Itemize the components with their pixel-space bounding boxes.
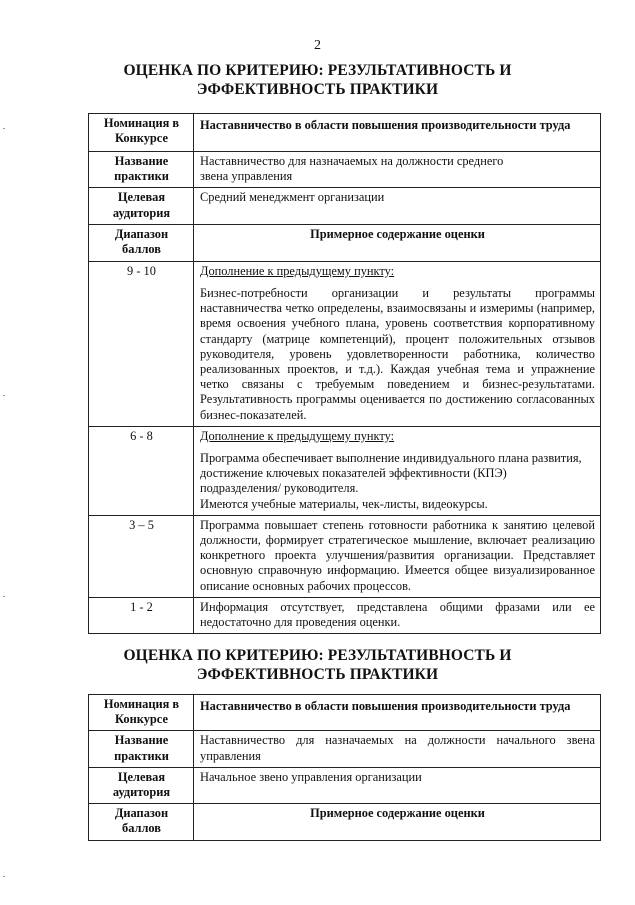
score-description bbox=[194, 426, 601, 515]
description-line4: Имеются учебные материалы, чек-листы, видеокурсы. bbox=[200, 496, 488, 511]
score-description: Программа повышает степень готовности работника к занятию целевой должности, формирует стратегическое мышление, включает реализацию конкретного проекта улучшения/развития организации. Представляет основную справочную информацию. Имеется общее визуализированное описание основных рабочих процессов. bbox=[194, 515, 601, 597]
practice-name-line1: Наставничество для назначаемых на должности среднего bbox=[200, 154, 504, 168]
target-audience-row bbox=[89, 188, 601, 224]
description-text: Бизнес-потребности организации и результаты программы наставничества четко определены, взаимосвязаны и измеримы (например, время освоения учебного плана, уровень соответствия корпоративному стандарту (матрице компетенций), процент положительных отзывов руководителя, уровень удовлетворенности работника, количество реализованных проектов, и т.д.). Каждая учебная тема и упражнение четко связаны с требуемым поведением и бизнес-результатами. Результативность программы оценивается по достижению согласованных бизнес-показателей. bbox=[200, 286, 595, 422]
target-audience-row bbox=[89, 767, 601, 803]
section2-criteria-table bbox=[88, 694, 601, 841]
score-description bbox=[194, 261, 601, 426]
practice-name-label: Название практики bbox=[89, 731, 194, 767]
practice-name-value bbox=[194, 152, 601, 188]
score-range-header-row bbox=[89, 224, 601, 261]
content-header: Примерное содержание оценки bbox=[194, 804, 601, 841]
practice-name-row bbox=[89, 152, 601, 188]
score-range-label: Диапазон баллов bbox=[89, 804, 194, 841]
score-range: 6 - 8 bbox=[89, 426, 194, 515]
score-range: 1 - 2 bbox=[89, 597, 194, 633]
target-audience-value: Средний менеджмент организации bbox=[194, 188, 601, 224]
addendum-label: Дополнение к предыдущему пункту: bbox=[200, 263, 395, 278]
score-row-3-5 bbox=[89, 515, 601, 597]
practice-name-line2: звена управления bbox=[200, 169, 293, 184]
score-range: 9 - 10 bbox=[89, 261, 194, 426]
score-description: Информация отсутствует, представлена общими фразами или ее недостаточно для проведения оценки. bbox=[194, 597, 601, 633]
score-range-header-row bbox=[89, 804, 601, 841]
section1-title-line1: ОЦЕНКА ПО КРИТЕРИЮ: РЕЗУЛЬТАТИВНОСТЬ И bbox=[123, 62, 512, 79]
target-audience-value: Начальное звено управления организации bbox=[194, 767, 601, 803]
content-header: Примерное содержание оценки bbox=[194, 224, 601, 261]
scan-mark bbox=[3, 876, 5, 877]
target-audience-label: Целевая аудитория bbox=[89, 188, 194, 224]
practice-name-value: Наставничество для назначаемых на должности начального звена управления bbox=[194, 731, 601, 767]
nomination-row bbox=[89, 695, 601, 731]
scan-mark bbox=[3, 128, 5, 129]
section1-criteria-table bbox=[88, 113, 601, 634]
score-row-1-2 bbox=[89, 597, 601, 633]
addendum-label: Дополнение к предыдущему пункту: bbox=[200, 428, 395, 443]
practice-name-label: Название практики bbox=[89, 152, 194, 188]
nomination-value: Наставничество в области повышения производительности труда bbox=[194, 695, 601, 731]
description-line3: подразделения/ руководителя. bbox=[200, 481, 359, 496]
section2-title-line1: ОЦЕНКА ПО КРИТЕРИЮ: РЕЗУЛЬТАТИВНОСТЬ И bbox=[123, 647, 512, 664]
description-line2: достижение ключевых показателей эффективности (КПЭ) bbox=[200, 466, 507, 481]
score-range-label: Диапазон баллов bbox=[89, 224, 194, 261]
section1-title bbox=[0, 61, 635, 99]
page-number: 2 bbox=[314, 38, 321, 53]
nomination-value: Наставничество в области повышения производительности труда bbox=[194, 114, 601, 152]
score-range: 3 – 5 bbox=[89, 515, 194, 597]
nomination-label: Номинация в Конкурсе bbox=[89, 695, 194, 731]
practice-name-row bbox=[89, 731, 601, 767]
nomination-label: Номинация в Конкурсе bbox=[89, 114, 194, 152]
scan-mark bbox=[3, 596, 5, 597]
score-row-6-8 bbox=[89, 426, 601, 515]
section2-title-line2: ЭФФЕКТИВНОСТЬ ПРАКТИКИ bbox=[196, 666, 439, 683]
nomination-row bbox=[89, 114, 601, 152]
target-audience-label: Целевая аудитория bbox=[89, 767, 194, 803]
description-line1: Программа обеспечивает выполнение индивидуального плана развития, bbox=[200, 451, 582, 466]
section1-title-line2: ЭФФЕКТИВНОСТЬ ПРАКТИКИ bbox=[196, 81, 439, 98]
score-row-9-10 bbox=[89, 261, 601, 426]
scan-mark bbox=[3, 395, 5, 396]
section2-title bbox=[0, 646, 635, 684]
